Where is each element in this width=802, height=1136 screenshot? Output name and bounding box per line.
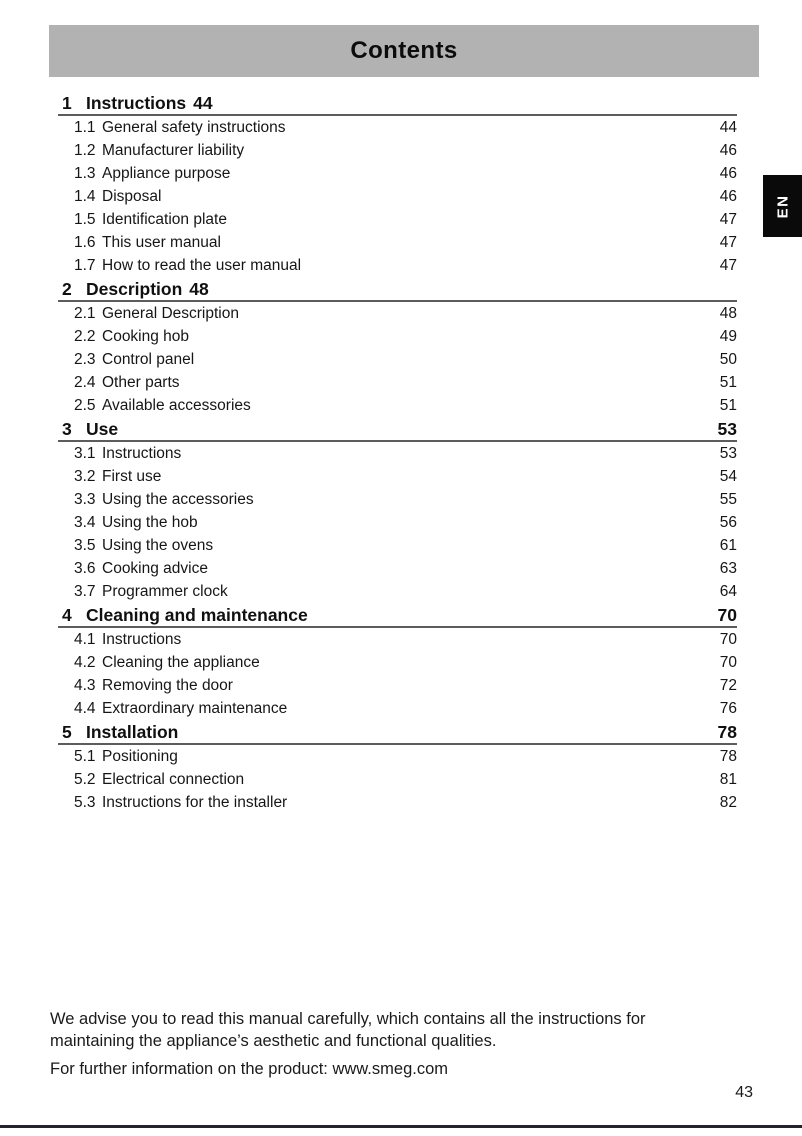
entry-number: 2.3 [74,351,96,368]
section-number: 3 [62,419,72,439]
entry-number: 3.2 [74,468,96,485]
entry-title: Instructions for the installer [102,794,288,811]
entry-title: Identification plate [102,211,227,228]
entry-page: 44 [719,119,737,136]
entry-number: 3.1 [74,445,96,462]
entry-title: General Description [102,305,239,322]
entry-title: How to read the user manual [102,257,302,274]
entry-page: 49 [719,328,737,345]
toc-section [58,604,737,720]
toc-entry [58,185,737,208]
entry-page: 70 [719,654,737,671]
entry-number: 1.6 [74,234,96,251]
entry-page: 50 [719,351,737,368]
toc-entry [58,651,737,674]
entry-title: First use [102,468,162,485]
entry-number: 3.4 [74,514,96,531]
entry-page: 53 [719,445,737,462]
toc-entry [58,697,737,720]
entry-number: 3.7 [74,583,96,600]
toc-entry [58,511,737,534]
entry-title: Using the ovens [102,537,214,554]
entry-number: 4.2 [74,654,96,671]
entry-number: 1.1 [74,119,96,136]
entry-title: Appliance purpose [102,165,231,182]
entry-title: Instructions [102,445,182,462]
toc-entry [58,768,737,791]
entry-number: 5.3 [74,794,96,811]
entry-page: 64 [719,583,737,600]
toc-entry [58,139,737,162]
section-title: Instructions [86,93,187,113]
entry-title: Cleaning the appliance [102,654,260,671]
entry-page: 51 [719,374,737,391]
footer-info-line: For further information on the product: www.smeg.com [50,1060,448,1078]
entry-page: 76 [719,700,737,717]
entry-page: 82 [719,794,737,811]
entry-number: 5.1 [74,748,96,765]
section-inline-page: 48 [189,279,209,299]
entry-title: Other parts [102,374,180,391]
toc-entry [58,348,737,371]
entry-page: 47 [719,211,737,228]
entry-page: 61 [719,537,737,554]
section-heading-row [58,92,737,114]
section-page: 53 [717,419,737,439]
entry-title: Control panel [102,351,195,368]
toc-section [58,721,737,814]
entry-number: 1.2 [74,142,96,159]
section-number: 1 [62,93,72,113]
bottom-rule [0,1125,802,1128]
language-tab-label: EN [774,194,791,218]
entry-page: 46 [719,142,737,159]
entry-title: Programmer clock [102,583,228,600]
entry-page: 54 [719,468,737,485]
section-page: 78 [717,722,737,742]
section-number: 2 [62,279,72,299]
toc-entry [58,325,737,348]
entry-number: 4.4 [74,700,96,717]
toc-entry [58,208,737,231]
entry-number: 1.3 [74,165,96,182]
entry-number: 3.3 [74,491,96,508]
section-heading-row [58,604,737,626]
entry-title: Positioning [102,748,178,765]
entry-page: 72 [719,677,737,694]
entry-page: 70 [719,631,737,648]
section-number: 5 [62,722,72,742]
page-number: 43 [735,1084,753,1101]
toc-entry [58,302,737,325]
entry-page: 47 [719,257,737,274]
toc-entry [58,394,737,417]
section-number: 4 [62,605,72,625]
entry-page: 46 [719,165,737,182]
entry-number: 4.3 [74,677,96,694]
toc-entry [58,465,737,488]
toc-entry [58,557,737,580]
entry-page: 51 [719,397,737,414]
entry-title: Cooking hob [102,328,190,345]
entry-number: 2.4 [74,374,96,391]
toc-entry [58,745,737,768]
language-tab [763,175,802,237]
header-bar [49,25,759,77]
toc-entry [58,371,737,394]
entry-page: 56 [719,514,737,531]
toc-entry [58,442,737,465]
section-page: 70 [717,605,737,625]
toc-section [58,418,737,603]
toc-section [58,92,737,277]
section-heading-row [58,721,737,743]
entry-number: 1.4 [74,188,96,205]
section-title: Description [86,279,183,299]
toc-entry [58,231,737,254]
footer-note [50,1008,646,1080]
footer-note-line2: maintaining the appliance’s aesthetic and functional qualities. [50,1032,497,1050]
entry-title: Cooking advice [102,560,208,577]
entry-number: 2.5 [74,397,96,414]
entry-title: General safety instructions [102,119,286,136]
entry-number: 2.1 [74,305,96,322]
entry-number: 1.7 [74,257,96,274]
toc-entry [58,534,737,557]
entry-page: 63 [719,560,737,577]
entry-page: 48 [719,305,737,322]
toc-entry [58,162,737,185]
toc-entry [58,254,737,277]
entry-title: Manufacturer liability [102,142,245,159]
section-heading-row [58,278,737,300]
entry-title: Disposal [102,188,162,205]
section-title: Installation [86,722,179,742]
section-heading-row [58,418,737,440]
entry-title: Using the accessories [102,491,254,508]
toc-entry [58,791,737,814]
toc-entry [58,674,737,697]
entry-page: 78 [719,748,737,765]
entry-title: Instructions [102,631,182,648]
footer-note-line1: We advise you to read this manual carefully, which contains all the instructions for [50,1010,646,1028]
entry-page: 46 [719,188,737,205]
entry-title: This user manual [102,234,221,251]
section-inline-page: 44 [193,93,213,113]
entry-title: Electrical connection [102,771,245,788]
toc-entry [58,580,737,603]
entry-number: 4.1 [74,631,96,648]
toc-section [58,278,737,417]
entry-number: 2.2 [74,328,96,345]
entry-title: Extraordinary maintenance [102,700,288,717]
section-title: Use [86,419,119,439]
entry-number: 1.5 [74,211,96,228]
toc-entry [58,488,737,511]
toc-entry [58,116,737,139]
entry-number: 3.6 [74,560,96,577]
entry-page: 81 [719,771,737,788]
toc-entry [58,628,737,651]
entry-title: Removing the door [102,677,233,694]
page-title: Contents [350,37,458,64]
entry-page: 47 [719,234,737,251]
section-title: Cleaning and maintenance [86,605,308,625]
entry-number: 5.2 [74,771,96,788]
entry-title: Available accessories [102,397,251,414]
table-of-contents [58,92,737,814]
entry-number: 3.5 [74,537,96,554]
entry-page: 55 [719,491,737,508]
entry-title: Using the hob [102,514,198,531]
